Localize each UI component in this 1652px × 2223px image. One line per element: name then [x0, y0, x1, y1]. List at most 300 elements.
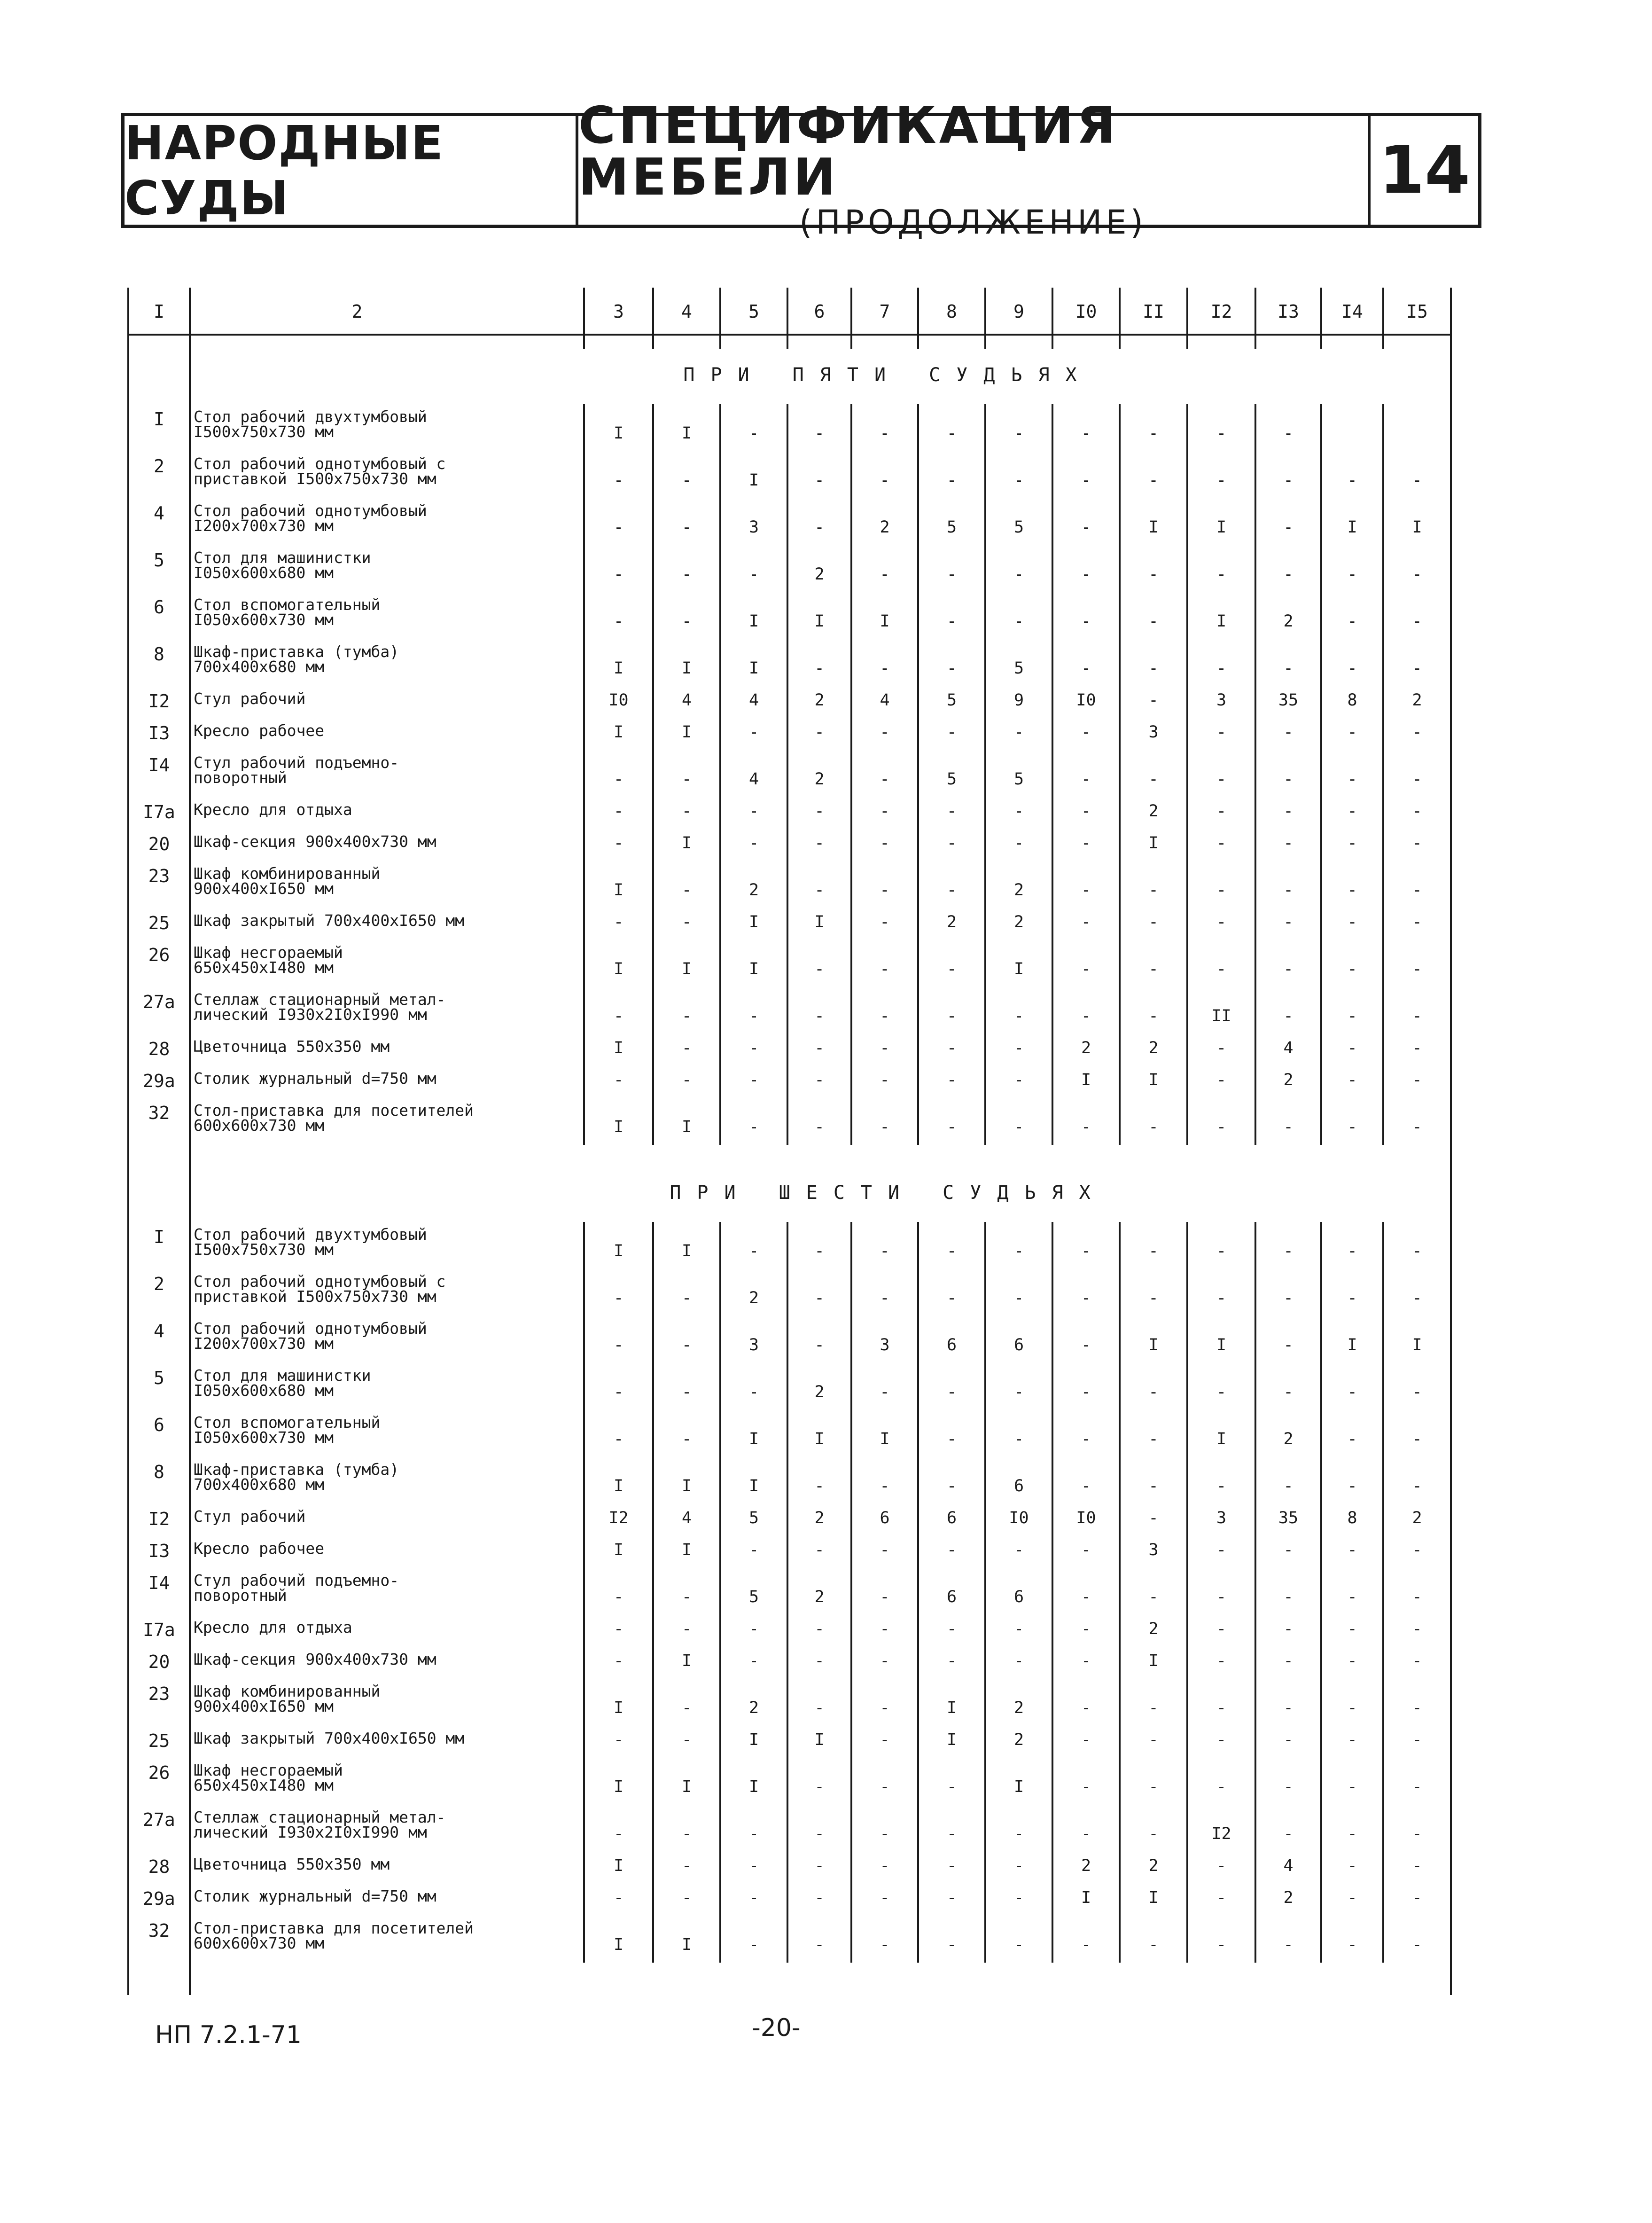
quantity-cell: 2	[1148, 1856, 1159, 1875]
item-name: Шкаф несгораемый	[194, 943, 343, 962]
quantity-cell: -	[1347, 1242, 1357, 1260]
quantity-cell: 5	[1013, 659, 1024, 678]
quantity-cell: -	[1412, 802, 1422, 821]
quantity-cell: -	[1013, 1824, 1024, 1843]
quantity-cell: 4	[681, 1509, 692, 1527]
row-number: 25	[148, 1730, 170, 1751]
quantity-cell: -	[1412, 913, 1422, 931]
quantity-cell: -	[814, 1071, 825, 1089]
row-number: I3	[148, 723, 170, 744]
quantity-cell: I	[1013, 960, 1024, 978]
quantity-cell: I	[1148, 1652, 1159, 1670]
quantity-cell: -	[1148, 1477, 1159, 1495]
quantity-cell: I	[681, 1541, 692, 1559]
quantity-cell: -	[880, 1007, 890, 1025]
quantity-cell: -	[748, 565, 759, 584]
quantity-cell: -	[1412, 1730, 1422, 1749]
quantity-cell: -	[1412, 471, 1422, 490]
item-name: 900x400xI650 мм	[194, 1697, 334, 1715]
quantity-cell: 4	[681, 691, 692, 710]
quantity-cell: I	[613, 1935, 624, 1954]
quantity-cell: -	[1081, 1007, 1091, 1025]
document-subtitle: (ПРОДОЛЖЕНИЕ)	[799, 203, 1147, 242]
quantity-cell: I	[1148, 1071, 1159, 1089]
quantity-cell: 5	[748, 1588, 759, 1606]
quantity-cell: -	[1216, 1242, 1227, 1260]
item-name: Стол рабочий однотумбовый	[194, 501, 427, 520]
column-rule	[850, 404, 852, 1145]
quantity-cell: -	[1013, 1242, 1024, 1260]
quantity-cell: 2	[1283, 1071, 1294, 1089]
item-name: Стол для машинистки	[194, 548, 371, 567]
row-number: 6	[154, 1415, 164, 1435]
quantity-cell: -	[1081, 659, 1091, 678]
item-name: Стеллаж стационарный метал-	[194, 990, 446, 1009]
column-rule	[127, 288, 129, 1995]
quantity-cell: -	[946, 1652, 957, 1670]
quantity-cell: -	[1412, 1007, 1422, 1025]
row-number: I7a	[143, 1620, 175, 1640]
quantity-cell: -	[1412, 1888, 1422, 1907]
quantity-cell: -	[880, 565, 890, 584]
quantity-cell: -	[880, 723, 890, 742]
quantity-cell: 4	[748, 691, 759, 710]
quantity-cell: 2	[814, 1509, 825, 1527]
column-header: I2	[1210, 301, 1232, 322]
row-number: 23	[148, 866, 170, 886]
quantity-cell: -	[1216, 1071, 1227, 1089]
item-name: 650x450xI480 мм	[194, 1776, 334, 1794]
quantity-cell: -	[1412, 1430, 1422, 1448]
column-rule	[787, 404, 788, 1145]
quantity-cell: -	[814, 1888, 825, 1907]
quantity-cell: -	[880, 1242, 890, 1260]
column-rule	[984, 288, 986, 349]
quantity-cell: I	[613, 1242, 624, 1260]
quantity-cell: -	[880, 659, 890, 678]
column-rule	[189, 288, 191, 1995]
quantity-cell: -	[880, 834, 890, 853]
quantity-cell: -	[1148, 1588, 1159, 1606]
quantity-cell: -	[681, 881, 692, 900]
quantity-cell: -	[1347, 1652, 1357, 1670]
quantity-cell: 2	[1148, 1039, 1159, 1057]
row-number: 32	[148, 1103, 170, 1123]
quantity-cell: I	[1081, 1888, 1091, 1907]
quantity-cell: -	[1081, 834, 1091, 853]
quantity-cell: -	[1283, 1588, 1294, 1606]
item-name: Столик журнальный d=750 мм	[194, 1887, 436, 1905]
quantity-cell: -	[1347, 723, 1357, 742]
quantity-cell: -	[1081, 1383, 1091, 1401]
quantity-cell: -	[946, 1888, 957, 1907]
quantity-cell: -	[613, 1430, 624, 1448]
quantity-cell: -	[1347, 1541, 1357, 1559]
item-name: I050x600x730 мм	[194, 611, 334, 629]
item-name: Шкаф-секция 900x400x730 мм	[194, 832, 436, 851]
item-name: приставкой I500x750x730 мм	[194, 470, 436, 488]
quantity-cell: 2	[748, 1699, 759, 1717]
quantity-cell: -	[946, 1007, 957, 1025]
quantity-cell: -	[1081, 1777, 1091, 1796]
quantity-cell: -	[946, 1477, 957, 1495]
quantity-cell: -	[946, 1242, 957, 1260]
quantity-cell: -	[1216, 1289, 1227, 1307]
quantity-cell: I	[748, 1477, 759, 1495]
quantity-cell: -	[1148, 424, 1159, 443]
quantity-cell: -	[1216, 881, 1227, 900]
quantity-cell: I	[681, 1477, 692, 1495]
quantity-cell: -	[1347, 960, 1357, 978]
quantity-cell: I	[613, 881, 624, 900]
quantity-cell: -	[1148, 612, 1159, 631]
quantity-cell: -	[613, 1652, 624, 1670]
quantity-cell: -	[814, 960, 825, 978]
quantity-cell: -	[1013, 1888, 1024, 1907]
item-name: Стул рабочий подъемно-	[194, 753, 399, 772]
quantity-cell: -	[1412, 1699, 1422, 1717]
row-number: I2	[148, 1509, 170, 1529]
quantity-cell: -	[1347, 1620, 1357, 1638]
quantity-cell: 35	[1278, 691, 1299, 710]
quantity-cell: I0	[1076, 1509, 1096, 1527]
column-rule	[1450, 288, 1452, 1995]
item-name: Стол вспомогательный	[194, 595, 381, 614]
quantity-cell: -	[1216, 1541, 1227, 1559]
quantity-cell: -	[1412, 565, 1422, 584]
quantity-cell: -	[1081, 612, 1091, 631]
item-name: Шкаф комбинированный	[194, 864, 381, 883]
quantity-cell: -	[1081, 1541, 1091, 1559]
item-name: Кресло рабочее	[194, 1539, 325, 1558]
quantity-cell: I	[613, 1039, 624, 1057]
quantity-cell: -	[1013, 565, 1024, 584]
row-number: 2	[154, 456, 164, 477]
quantity-cell: I	[613, 1777, 624, 1796]
quantity-cell: I	[748, 612, 759, 631]
quantity-cell: I	[1148, 834, 1159, 853]
quantity-cell: -	[946, 565, 957, 584]
quantity-cell: -	[880, 1039, 890, 1057]
row-rule	[128, 334, 1451, 336]
quantity-cell: 4	[1283, 1856, 1294, 1875]
quantity-cell: -	[1148, 1730, 1159, 1749]
quantity-cell: I	[613, 1118, 624, 1136]
quantity-cell: -	[880, 424, 890, 443]
quantity-cell: -	[880, 1824, 890, 1843]
row-number: 20	[148, 834, 170, 854]
row-number: I4	[148, 755, 170, 775]
quantity-cell: 2	[748, 881, 759, 900]
item-name: 700x400x680 мм	[194, 1475, 325, 1494]
quantity-cell: 2	[1013, 1699, 1024, 1717]
quantity-cell: 2	[1283, 1888, 1294, 1907]
quantity-cell: -	[1148, 1007, 1159, 1025]
quantity-cell: -	[748, 723, 759, 742]
quantity-cell: -	[613, 770, 624, 789]
column-header: I	[154, 301, 164, 322]
quantity-cell: -	[946, 1777, 957, 1796]
quantity-cell: -	[1013, 1039, 1024, 1057]
quantity-cell: -	[1013, 1430, 1024, 1448]
quantity-cell: -	[1283, 913, 1294, 931]
quantity-cell: 6	[946, 1509, 957, 1527]
quantity-cell: -	[1347, 1935, 1357, 1954]
item-name: лический I930x2I0xI990 мм	[194, 1823, 427, 1841]
quantity-cell: -	[1283, 1699, 1294, 1717]
quantity-cell: 2	[1412, 691, 1422, 710]
quantity-cell: -	[1216, 1039, 1227, 1057]
quantity-cell: -	[1412, 1777, 1422, 1796]
quantity-cell: -	[1283, 834, 1294, 853]
quantity-cell: -	[1347, 913, 1357, 931]
quantity-cell: -	[814, 1039, 825, 1057]
quantity-cell: -	[1081, 565, 1091, 584]
quantity-cell: -	[814, 1541, 825, 1559]
row-number: 2	[154, 1274, 164, 1294]
quantity-cell: -	[681, 1289, 692, 1307]
quantity-cell: -	[1216, 1477, 1227, 1495]
quantity-cell: I	[814, 1730, 825, 1749]
quantity-cell: -	[1216, 659, 1227, 678]
column-rule	[1186, 404, 1188, 1145]
quantity-cell: II	[1211, 1007, 1231, 1025]
quantity-cell: I	[1347, 518, 1357, 537]
quantity-cell: -	[946, 1620, 957, 1638]
item-name: Стул рабочий	[194, 1507, 306, 1526]
quantity-cell: -	[1148, 1777, 1159, 1796]
quantity-cell: -	[946, 802, 957, 821]
quantity-cell: -	[1081, 802, 1091, 821]
quantity-cell: I0	[1076, 691, 1096, 710]
quantity-cell: -	[880, 881, 890, 900]
quantity-cell: I	[613, 960, 624, 978]
item-name: Шкаф-приставка (тумба)	[194, 1460, 399, 1479]
quantity-cell: -	[1283, 1730, 1294, 1749]
quantity-cell: I	[748, 471, 759, 490]
column-rule	[917, 1222, 919, 1963]
quantity-cell: I	[681, 1777, 692, 1796]
quantity-cell: -	[613, 1588, 624, 1606]
quantity-cell: -	[880, 1856, 890, 1875]
quantity-cell: 2	[814, 565, 825, 584]
quantity-cell: -	[681, 913, 692, 931]
sheet-number: 14	[1379, 132, 1471, 209]
quantity-cell: I	[613, 424, 624, 443]
quantity-cell: -	[1148, 770, 1159, 789]
column-header: I0	[1075, 301, 1097, 322]
column-rule	[1186, 288, 1188, 349]
quantity-cell: -	[1216, 1383, 1227, 1401]
quantity-cell: -	[1347, 1824, 1357, 1843]
row-number: I3	[148, 1541, 170, 1561]
row-number: 27a	[143, 992, 175, 1012]
quantity-cell: -	[1081, 1289, 1091, 1307]
quantity-cell: 6	[1013, 1477, 1024, 1495]
quantity-cell: -	[1283, 1383, 1294, 1401]
quantity-cell: -	[1347, 471, 1357, 490]
column-rule	[1186, 1222, 1188, 1963]
quantity-cell: -	[1013, 1118, 1024, 1136]
quantity-cell: I	[748, 1730, 759, 1749]
quantity-cell: -	[946, 1039, 957, 1057]
quantity-cell: 6	[946, 1336, 957, 1354]
quantity-cell: -	[1283, 565, 1294, 584]
quantity-cell: I	[1216, 518, 1227, 537]
column-header: 2	[351, 301, 363, 322]
column-rule	[583, 1222, 585, 1963]
quantity-cell: -	[1283, 1477, 1294, 1495]
column-rule	[850, 288, 852, 349]
column-header: I5	[1406, 301, 1428, 322]
quantity-cell: -	[1081, 1620, 1091, 1638]
quantity-cell: -	[1347, 1588, 1357, 1606]
quantity-cell: -	[1216, 565, 1227, 584]
quantity-cell: -	[748, 1888, 759, 1907]
quantity-cell: -	[748, 1824, 759, 1843]
column-rule	[1255, 288, 1256, 349]
quantity-cell: -	[946, 1541, 957, 1559]
quantity-cell: -	[880, 1730, 890, 1749]
quantity-cell: 9	[1013, 691, 1024, 710]
quantity-cell: -	[946, 1824, 957, 1843]
quantity-cell: -	[681, 1039, 692, 1057]
quantity-cell: -	[814, 1242, 825, 1260]
quantity-cell: -	[613, 913, 624, 931]
quantity-cell: -	[1148, 960, 1159, 978]
quantity-cell: -	[613, 612, 624, 631]
quantity-cell: -	[1216, 1935, 1227, 1954]
item-name: Стол-приставка для посетителей	[194, 1919, 474, 1937]
column-rule	[719, 1222, 721, 1963]
column-rule	[917, 404, 919, 1145]
quantity-cell: -	[1216, 802, 1227, 821]
column-header: 7	[879, 301, 890, 322]
quantity-cell: 5	[1013, 770, 1024, 789]
quantity-cell: -	[880, 1620, 890, 1638]
quantity-cell: -	[1148, 881, 1159, 900]
quantity-cell: -	[613, 1383, 624, 1401]
quantity-cell: -	[1283, 723, 1294, 742]
quantity-cell: -	[1148, 1118, 1159, 1136]
quantity-cell: 6	[880, 1509, 890, 1527]
quantity-cell: 2	[814, 1383, 825, 1401]
item-name: I050x600x730 мм	[194, 1428, 334, 1447]
quantity-cell: 5	[946, 518, 957, 537]
quantity-cell: -	[748, 834, 759, 853]
row-number: 26	[148, 1762, 170, 1783]
quantity-cell: -	[946, 659, 957, 678]
quantity-cell: -	[1283, 802, 1294, 821]
quantity-cell: -	[1412, 770, 1422, 789]
quantity-cell: -	[1081, 471, 1091, 490]
quantity-cell: I	[1148, 518, 1159, 537]
document-title: СПЕЦИФИКАЦИЯ МЕБЕЛИ	[578, 96, 1119, 207]
quantity-cell: -	[681, 1588, 692, 1606]
quantity-cell: -	[880, 1477, 890, 1495]
quantity-cell: I	[748, 659, 759, 678]
quantity-cell: 2	[1081, 1039, 1091, 1057]
quantity-cell: I	[946, 1730, 957, 1749]
quantity-cell: -	[681, 1620, 692, 1638]
quantity-cell: -	[748, 802, 759, 821]
quantity-cell: -	[814, 1118, 825, 1136]
quantity-cell: I	[681, 960, 692, 978]
quantity-cell: -	[946, 424, 957, 443]
quantity-cell: -	[613, 1071, 624, 1089]
item-name: поворотный	[194, 1586, 287, 1605]
quantity-cell: -	[681, 1699, 692, 1717]
quantity-cell: I	[613, 659, 624, 678]
quantity-cell: -	[1412, 1541, 1422, 1559]
quantity-cell: -	[681, 1824, 692, 1843]
quantity-cell: -	[880, 1541, 890, 1559]
quantity-cell: -	[1347, 802, 1357, 821]
column-rule	[652, 404, 654, 1145]
quantity-cell: -	[613, 834, 624, 853]
quantity-cell: -	[1412, 1118, 1422, 1136]
item-name: Шкаф несгораемый	[194, 1761, 343, 1779]
quantity-cell: -	[1216, 424, 1227, 443]
quantity-cell: I	[1216, 612, 1227, 631]
quantity-cell: I	[681, 1242, 692, 1260]
quantity-cell: -	[613, 1336, 624, 1354]
quantity-cell: 2	[814, 691, 825, 710]
quantity-cell: -	[1283, 960, 1294, 978]
item-name: Столик журнальный d=750 мм	[194, 1069, 436, 1088]
quantity-cell: -	[1283, 1935, 1294, 1954]
quantity-cell: 3	[1216, 691, 1227, 710]
column-rule	[1320, 404, 1322, 1145]
quantity-cell: 35	[1278, 1509, 1299, 1527]
row-number: I7a	[143, 802, 175, 822]
quantity-cell: -	[814, 424, 825, 443]
quantity-cell: -	[814, 1699, 825, 1717]
row-number: 8	[154, 644, 164, 665]
quantity-cell: I	[748, 913, 759, 931]
quantity-cell: -	[1148, 565, 1159, 584]
quantity-cell: 8	[1347, 691, 1357, 710]
quantity-cell: -	[748, 1007, 759, 1025]
quantity-cell: -	[946, 1430, 957, 1448]
quantity-cell: 5	[946, 770, 957, 789]
quantity-cell: -	[1216, 834, 1227, 853]
quantity-cell: 2	[1013, 881, 1024, 900]
quantity-cell: -	[1283, 1118, 1294, 1136]
quantity-cell: -	[1081, 1242, 1091, 1260]
quantity-cell: -	[1216, 1652, 1227, 1670]
item-name: Шкаф закрытый 700x400xI650 мм	[194, 911, 465, 930]
quantity-cell: 3	[748, 518, 759, 537]
quantity-cell: -	[1412, 881, 1422, 900]
quantity-cell: -	[681, 1430, 692, 1448]
quantity-cell: -	[1081, 518, 1091, 537]
quantity-cell: -	[1216, 913, 1227, 931]
quantity-cell: -	[814, 1856, 825, 1875]
quantity-cell: -	[880, 802, 890, 821]
row-number: 28	[148, 1856, 170, 1877]
quantity-cell: -	[1081, 960, 1091, 978]
quantity-cell: -	[1283, 1777, 1294, 1796]
quantity-cell: -	[946, 834, 957, 853]
quantity-cell: -	[1081, 1699, 1091, 1717]
quantity-cell: -	[1283, 1652, 1294, 1670]
column-rule	[1255, 404, 1256, 1145]
quantity-cell: 2	[946, 913, 957, 931]
quantity-cell: 5	[946, 691, 957, 710]
quantity-cell: -	[1216, 1118, 1227, 1136]
quantity-cell: 4	[1283, 1039, 1294, 1057]
